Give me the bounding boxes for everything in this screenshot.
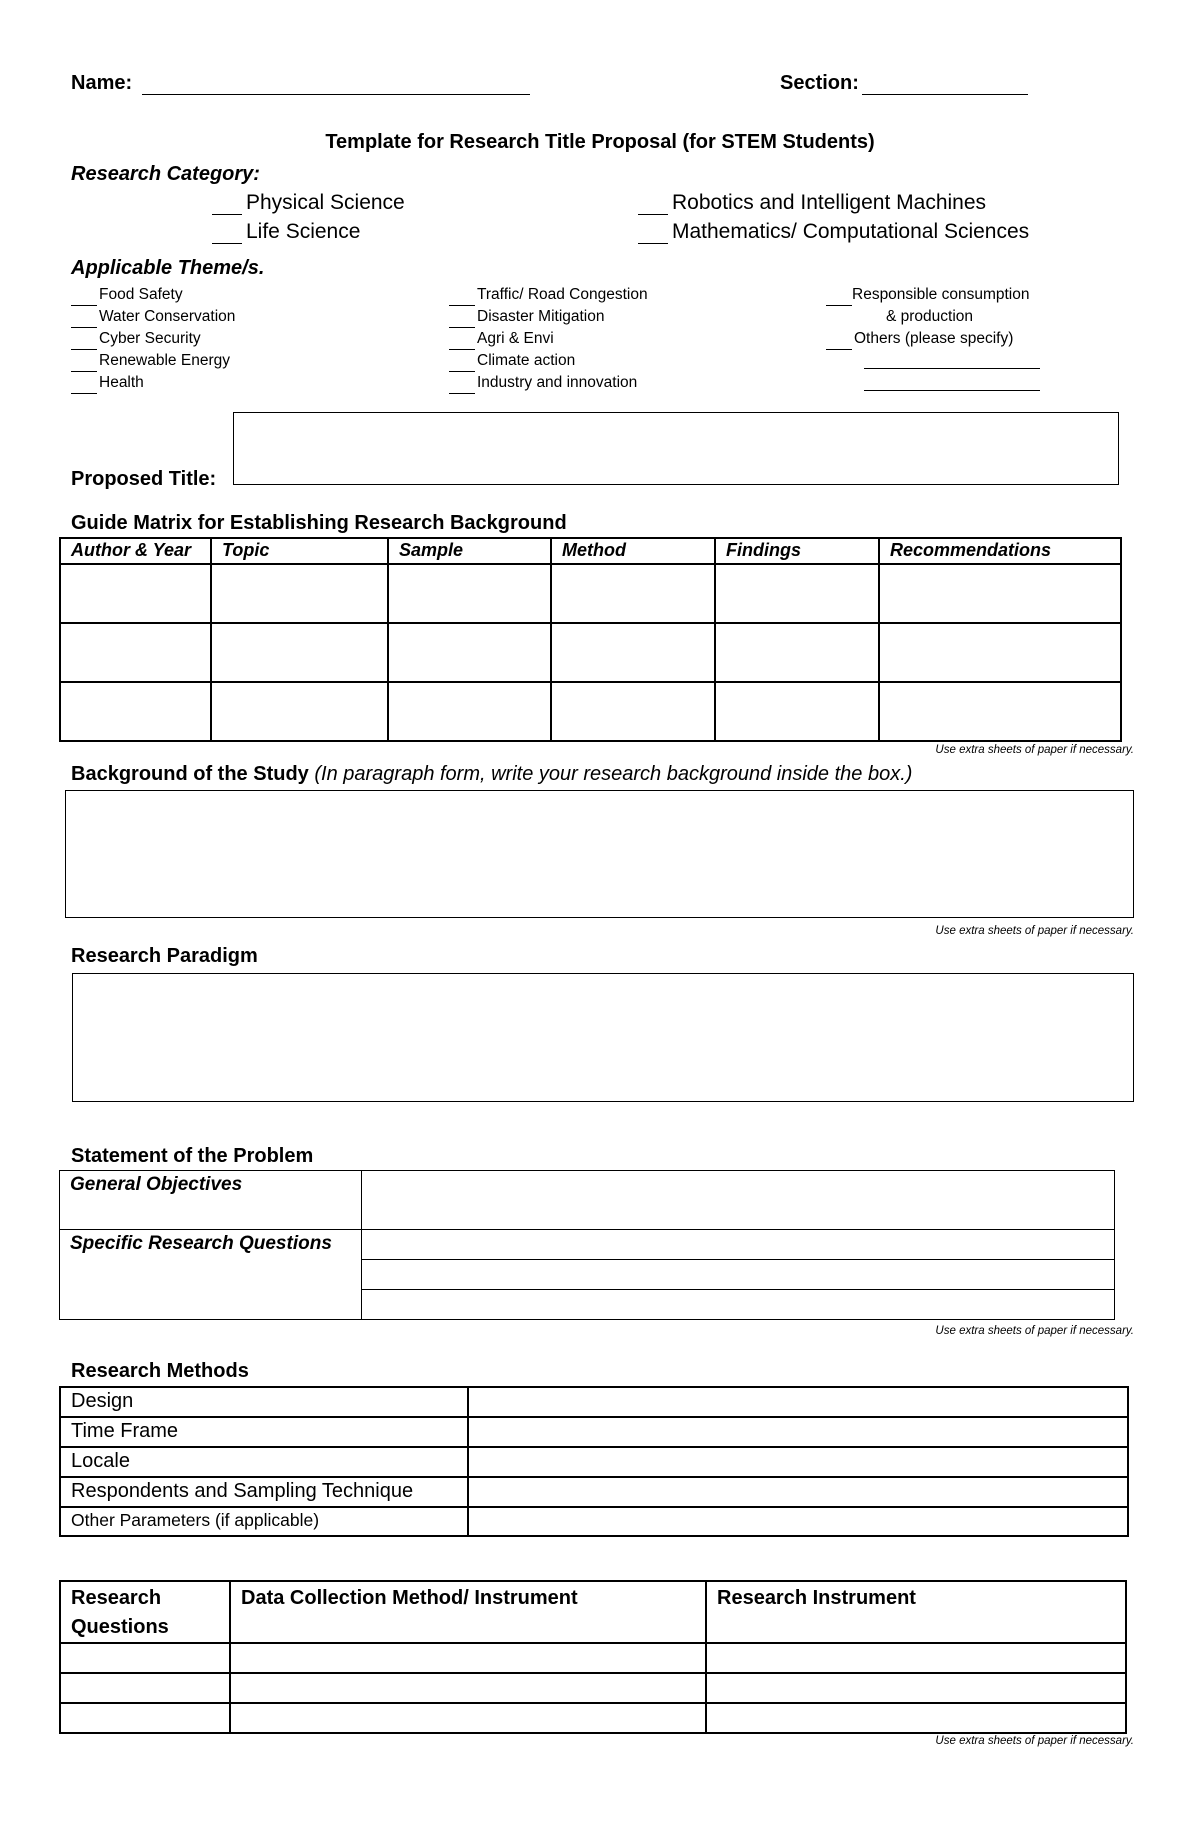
table-cell[interactable] (230, 1643, 706, 1673)
methods-time-frame-field[interactable] (468, 1417, 1128, 1447)
table-cell[interactable] (879, 682, 1121, 741)
theme-responsible-consumption[interactable]: Responsible consumption (826, 284, 1030, 306)
others-specify-line-2[interactable] (864, 390, 1040, 391)
theme-food-safety[interactable]: Food Safety (71, 284, 235, 306)
proposed-title-box[interactable] (233, 412, 1119, 485)
methods-locale-field[interactable] (468, 1447, 1128, 1477)
theme-climate-action[interactable]: Climate action (449, 350, 648, 372)
theme-others[interactable]: Others (please specify) (826, 328, 1030, 350)
methods-design-label: Design (60, 1387, 468, 1417)
background-heading: Background of the Study (In paragraph form, write your research background inside the box.) (71, 763, 913, 785)
instrument-table (59, 1580, 1127, 1734)
specific-question-field[interactable] (362, 1260, 1115, 1290)
research-paradigm-box[interactable] (72, 973, 1134, 1102)
table-row (60, 682, 1121, 741)
research-methods-title: Research Methods (71, 1360, 249, 1382)
table-row (60, 1643, 1126, 1673)
matrix-header-topic: Topic (211, 538, 388, 564)
matrix-header-findings: Findings (715, 538, 879, 564)
research-methods-table (59, 1386, 1129, 1537)
table-cell[interactable] (60, 1643, 230, 1673)
extra-sheets-note: Use extra sheets of paper if necessary. (935, 1325, 1134, 1337)
specific-questions-label: Specific Research Questions (60, 1230, 362, 1320)
category-label: Research Category: (71, 163, 260, 185)
methods-respondents-field[interactable] (468, 1477, 1128, 1507)
methods-other-parameters-label: Other Parameters (if applicable) (60, 1507, 468, 1536)
matrix-header-recommendations: Recommendations (879, 538, 1121, 564)
research-paradigm-label: Research Paradigm (71, 945, 258, 967)
themes-column-1 (71, 284, 235, 394)
theme-renewable-energy[interactable]: Renewable Energy (71, 350, 235, 372)
table-cell[interactable] (230, 1703, 706, 1733)
extra-sheets-note: Use extra sheets of paper if necessary. (935, 1735, 1134, 1747)
table-cell[interactable] (715, 564, 879, 623)
methods-time-frame-label: Time Frame (60, 1417, 468, 1447)
general-objectives-label: General Objectives (60, 1171, 362, 1230)
table-cell[interactable] (551, 623, 715, 682)
instrument-header-data-collection: Data Collection Method/ Instrument (230, 1581, 706, 1643)
specific-question-field[interactable] (362, 1290, 1115, 1320)
extra-sheets-note: Use extra sheets of paper if necessary. (935, 925, 1134, 937)
guide-matrix-table (59, 537, 1122, 742)
table-cell[interactable] (715, 623, 879, 682)
table-cell[interactable] (60, 682, 211, 741)
category-option-physical-science[interactable]: Physical Science (212, 191, 405, 215)
theme-agri-envi[interactable]: Agri & Envi (449, 328, 648, 350)
table-cell[interactable] (60, 564, 211, 623)
themes-column-2 (449, 284, 648, 394)
table-cell[interactable] (211, 564, 388, 623)
guide-matrix-title: Guide Matrix for Establishing Research Background (71, 512, 567, 534)
themes-label: Applicable Theme/s. (71, 257, 265, 279)
table-cell[interactable] (60, 1673, 230, 1703)
theme-industry-innovation[interactable]: Industry and innovation (449, 372, 648, 394)
name-field[interactable] (142, 94, 530, 95)
background-box[interactable] (65, 790, 1134, 918)
problem-table (59, 1170, 1115, 1320)
theme-traffic[interactable]: Traffic/ Road Congestion (449, 284, 648, 306)
table-cell[interactable] (706, 1703, 1126, 1733)
table-cell[interactable] (388, 682, 551, 741)
table-cell[interactable] (60, 1703, 230, 1733)
table-cell[interactable] (388, 623, 551, 682)
table-cell[interactable] (706, 1673, 1126, 1703)
methods-design-field[interactable] (468, 1387, 1128, 1417)
table-cell[interactable] (211, 623, 388, 682)
proposed-title-label: Proposed Title: (71, 468, 217, 490)
theme-health[interactable]: Health (71, 372, 235, 394)
name-label: Name: (71, 72, 133, 94)
matrix-header-method: Method (551, 538, 715, 564)
extra-sheets-note: Use extra sheets of paper if necessary. (935, 744, 1134, 756)
table-cell[interactable] (211, 682, 388, 741)
table-cell[interactable] (230, 1673, 706, 1703)
theme-disaster-mitigation[interactable]: Disaster Mitigation (449, 306, 648, 328)
table-cell[interactable] (60, 623, 211, 682)
table-cell[interactable] (879, 623, 1121, 682)
table-row (60, 1673, 1126, 1703)
methods-locale-label: Locale (60, 1447, 468, 1477)
table-cell[interactable] (551, 564, 715, 623)
others-specify-line-1[interactable] (864, 368, 1040, 369)
table-cell[interactable] (706, 1643, 1126, 1673)
category-option-life-science[interactable]: Life Science (212, 220, 360, 244)
problem-title: Statement of the Problem (71, 1145, 314, 1167)
instrument-header-questions: Research Questions (60, 1581, 230, 1643)
page-title: Template for Research Title Proposal (for STEM Students) (325, 131, 875, 153)
table-row (60, 1703, 1126, 1733)
specific-question-field[interactable] (362, 1230, 1115, 1260)
theme-responsible-consumption-cont: & production (886, 308, 974, 325)
category-option-robotics[interactable]: Robotics and Intelligent Machines (638, 191, 986, 215)
instrument-header-research-instrument: Research Instrument (706, 1581, 1126, 1643)
theme-water-conservation[interactable]: Water Conservation (71, 306, 235, 328)
table-row (60, 623, 1121, 682)
methods-respondents-label: Respondents and Sampling Technique (60, 1477, 468, 1507)
table-row (60, 564, 1121, 623)
matrix-header-sample: Sample (388, 538, 551, 564)
matrix-header-author: Author & Year (60, 538, 211, 564)
section-field[interactable] (862, 94, 1028, 95)
table-cell[interactable] (879, 564, 1121, 623)
category-option-mathematics[interactable]: Mathematics/ Computational Sciences (638, 220, 1029, 244)
theme-cyber-security[interactable]: Cyber Security (71, 328, 235, 350)
methods-other-parameters-field[interactable] (468, 1507, 1128, 1536)
general-objectives-field[interactable] (362, 1171, 1115, 1230)
themes-column-3 (826, 284, 1030, 350)
section-label: Section: (780, 72, 859, 94)
table-cell[interactable] (551, 682, 715, 741)
table-cell[interactable] (388, 564, 551, 623)
table-cell[interactable] (715, 682, 879, 741)
